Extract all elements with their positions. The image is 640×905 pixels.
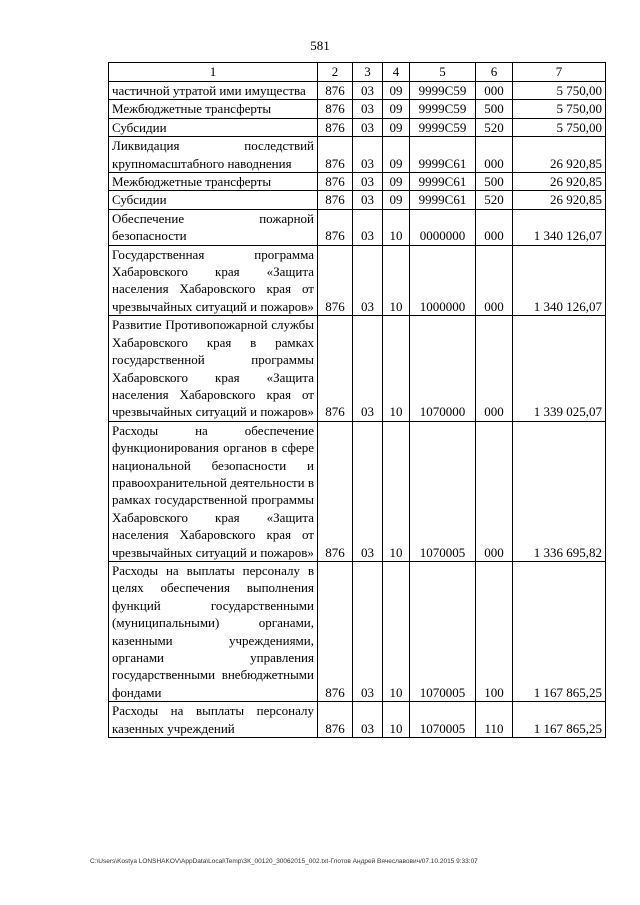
row-type-cell: 000 bbox=[476, 245, 513, 316]
row-name-cell: Государственная программа Хабаровского края «Защита населения Хабаровского края от чрезвычайных ситуаций и пожаров» bbox=[109, 245, 318, 316]
row-section-cell: 03 bbox=[353, 100, 383, 118]
table-row bbox=[109, 82, 606, 100]
row-subsection-cell: 10 bbox=[383, 421, 410, 561]
row-type-cell: 500 bbox=[476, 173, 513, 191]
row-subsection-cell: 10 bbox=[383, 316, 410, 421]
header-col-6: 6 bbox=[476, 63, 513, 82]
row-subsection-cell: 10 bbox=[383, 209, 410, 245]
row-type-cell: 520 bbox=[476, 191, 513, 209]
header-col-7: 7 bbox=[513, 63, 606, 82]
row-section-cell: 03 bbox=[353, 118, 383, 136]
row-target-cell: 1070005 bbox=[410, 702, 476, 738]
row-subsection-cell: 10 bbox=[383, 561, 410, 701]
page-number: 581 bbox=[310, 38, 330, 53]
row-amount-cell: 5 750,00 bbox=[513, 118, 606, 136]
row-type-cell: 000 bbox=[476, 316, 513, 421]
row-subsection-cell: 09 bbox=[383, 137, 410, 173]
row-target-cell: 1070005 bbox=[410, 561, 476, 701]
row-target-cell: 1070005 bbox=[410, 421, 476, 561]
row-code-cell: 876 bbox=[318, 702, 353, 738]
row-target-cell: 1070000 bbox=[410, 316, 476, 421]
table-row bbox=[109, 118, 606, 136]
row-amount-cell: 1 340 126,07 bbox=[513, 245, 606, 316]
row-name-cell: Ликвидация последствий крупномасштабного наводнения bbox=[109, 137, 318, 173]
table-header-row bbox=[109, 63, 606, 82]
row-subsection-cell: 10 bbox=[383, 702, 410, 738]
row-type-cell: 000 bbox=[476, 209, 513, 245]
row-target-cell: 1000000 bbox=[410, 245, 476, 316]
row-target-cell: 9999С59 bbox=[410, 118, 476, 136]
row-code-cell: 876 bbox=[318, 421, 353, 561]
row-amount-cell: 26 920,85 bbox=[513, 173, 606, 191]
row-section-cell: 03 bbox=[353, 137, 383, 173]
row-subsection-cell: 09 bbox=[383, 191, 410, 209]
row-amount-cell: 1 167 865,25 bbox=[513, 561, 606, 701]
row-code-cell: 876 bbox=[318, 316, 353, 421]
table-row bbox=[109, 245, 606, 316]
row-amount-cell: 1 339 025,07 bbox=[513, 316, 606, 421]
row-subsection-cell: 09 bbox=[383, 82, 410, 100]
row-target-cell: 9999С61 bbox=[410, 191, 476, 209]
row-section-cell: 03 bbox=[353, 702, 383, 738]
table-row bbox=[109, 421, 606, 561]
header-col-1: 1 bbox=[109, 63, 318, 82]
row-type-cell: 100 bbox=[476, 561, 513, 701]
row-target-cell: 9999С59 bbox=[410, 82, 476, 100]
row-type-cell: 000 bbox=[476, 137, 513, 173]
row-name-cell: Расходы на выплаты персоналу казенных учреждений bbox=[109, 702, 318, 738]
table-row bbox=[109, 191, 606, 209]
row-type-cell: 000 bbox=[476, 82, 513, 100]
row-amount-cell: 1 167 865,25 bbox=[513, 702, 606, 738]
row-name-cell: Развитие Противопожарной службы Хабаровского края в рамках государственной программы Хабаровского края «Защита населения Хабаровского края от чрезвычайных ситуаций и пожаров» bbox=[109, 316, 318, 421]
row-type-cell: 110 bbox=[476, 702, 513, 738]
row-code-cell: 876 bbox=[318, 173, 353, 191]
row-section-cell: 03 bbox=[353, 561, 383, 701]
table-row bbox=[109, 100, 606, 118]
row-code-cell: 876 bbox=[318, 245, 353, 316]
table-row bbox=[109, 316, 606, 421]
row-type-cell: 000 bbox=[476, 421, 513, 561]
row-name-cell: Обеспечение пожарной безопасности bbox=[109, 209, 318, 245]
row-code-cell: 876 bbox=[318, 100, 353, 118]
header-col-4: 4 bbox=[383, 63, 410, 82]
row-code-cell: 876 bbox=[318, 137, 353, 173]
row-code-cell: 876 bbox=[318, 561, 353, 701]
header-col-2: 2 bbox=[318, 63, 353, 82]
row-section-cell: 03 bbox=[353, 245, 383, 316]
row-name-cell: Межбюджетные трансферты bbox=[109, 173, 318, 191]
row-amount-cell: 5 750,00 bbox=[513, 82, 606, 100]
row-amount-cell: 5 750,00 bbox=[513, 100, 606, 118]
row-section-cell: 03 bbox=[353, 421, 383, 561]
header-col-3: 3 bbox=[353, 63, 383, 82]
row-section-cell: 03 bbox=[353, 82, 383, 100]
row-section-cell: 03 bbox=[353, 173, 383, 191]
row-target-cell: 0000000 bbox=[410, 209, 476, 245]
row-type-cell: 500 bbox=[476, 100, 513, 118]
row-subsection-cell: 09 bbox=[383, 100, 410, 118]
row-name-cell: Расходы на выплаты персоналу в целях обеспечения выполнения функций государственными (муниципальными) органами, казенными учреждениями, органами управления государственными внебюджетными фондами bbox=[109, 561, 318, 701]
row-subsection-cell: 10 bbox=[383, 245, 410, 316]
row-subsection-cell: 09 bbox=[383, 173, 410, 191]
row-name-cell: Расходы на обеспечение функционирования органов в сфере национальной безопасности и правоохранительной деятельности в рамках государственной программы Хабаровского края «Защита населения Хабаровского края от чрезвычайных ситуаций и пожаров» bbox=[109, 421, 318, 561]
table-row bbox=[109, 561, 606, 701]
row-name-cell: Субсидии bbox=[109, 118, 318, 136]
table-row bbox=[109, 209, 606, 245]
row-code-cell: 876 bbox=[318, 209, 353, 245]
row-target-cell: 9999С61 bbox=[410, 173, 476, 191]
file-path-footer: C:\Users\Kostya LONSHAKOV\AppData\Local\Temp\ЗК_00120_30062015_002.txt-Глотов Андрей Вячеславович/07.10.2015 9:33:07 bbox=[90, 858, 478, 865]
table-row bbox=[109, 702, 606, 738]
row-section-cell: 03 bbox=[353, 316, 383, 421]
row-name-cell: Субсидии bbox=[109, 191, 318, 209]
row-type-cell: 520 bbox=[476, 118, 513, 136]
header-col-5: 5 bbox=[410, 63, 476, 82]
row-amount-cell: 1 340 126,07 bbox=[513, 209, 606, 245]
row-amount-cell: 26 920,85 bbox=[513, 191, 606, 209]
row-amount-cell: 26 920,85 bbox=[513, 137, 606, 173]
row-name-cell: Межбюджетные трансферты bbox=[109, 100, 318, 118]
row-code-cell: 876 bbox=[318, 118, 353, 136]
row-subsection-cell: 09 bbox=[383, 118, 410, 136]
row-amount-cell: 1 336 695,82 bbox=[513, 421, 606, 561]
budget-table bbox=[108, 62, 606, 738]
row-code-cell: 876 bbox=[318, 191, 353, 209]
row-target-cell: 9999С61 bbox=[410, 137, 476, 173]
row-target-cell: 9999С59 bbox=[410, 100, 476, 118]
row-section-cell: 03 bbox=[353, 191, 383, 209]
row-name-cell: частичной утратой ими имущества bbox=[109, 82, 318, 100]
row-code-cell: 876 bbox=[318, 82, 353, 100]
row-section-cell: 03 bbox=[353, 209, 383, 245]
table-row bbox=[109, 173, 606, 191]
table-row bbox=[109, 137, 606, 173]
